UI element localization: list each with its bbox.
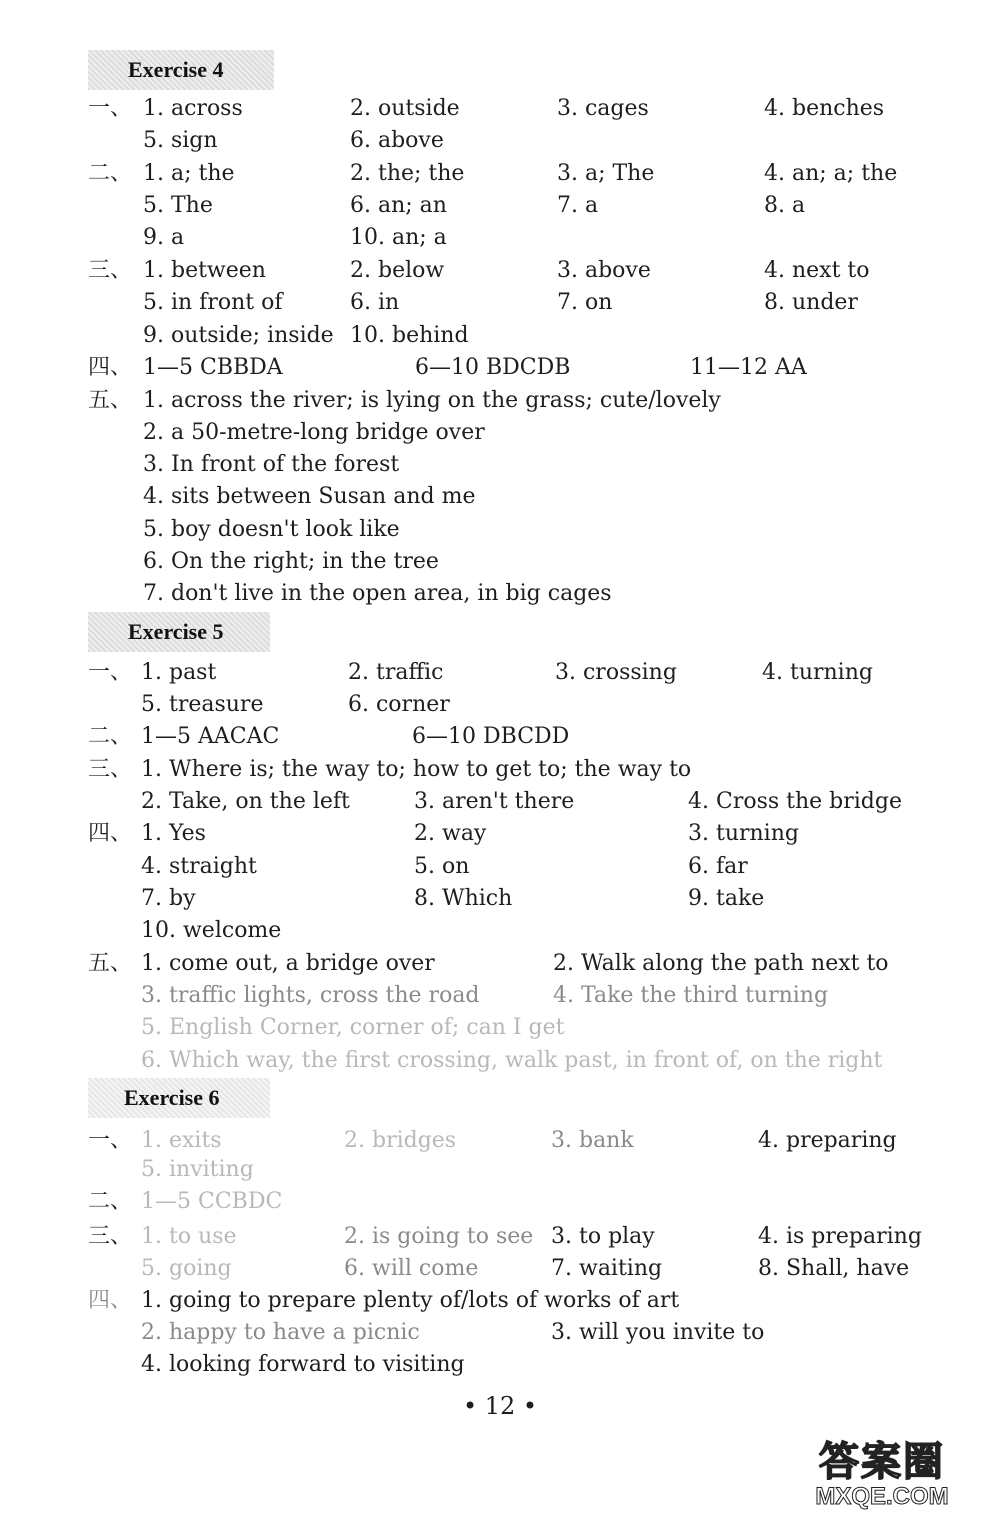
ex6-s2-label: 二、 [88, 1189, 133, 1214]
answer: 3. turning [688, 821, 799, 846]
answer: 7. by [141, 886, 196, 911]
answer: 11—12 AA [690, 355, 807, 380]
answer: 3. In front of the forest [143, 452, 400, 477]
ex4-s3-row2 [0, 287, 1000, 319]
answer: 4. next to [764, 258, 870, 283]
answer: 4. Cross the bridge [688, 789, 902, 814]
answer: 1. across [143, 96, 243, 121]
ex5-s5-row4 [0, 1045, 1000, 1077]
ex6-s3-row2 [0, 1253, 1000, 1285]
answer: 8. Shall, have [758, 1256, 910, 1281]
answer: 4. sits between Susan and me [143, 484, 476, 509]
ex4-s1-row1 [0, 93, 1000, 125]
watermark-en: MXQE.COM [815, 1483, 949, 1510]
ex5-s4-row1 [0, 818, 1000, 850]
ex4-s1-row2 [0, 125, 1000, 157]
ex4-s2-row1 [0, 158, 1000, 190]
ex4-s2-row3 [0, 222, 1000, 254]
answer: 5. inviting [141, 1157, 254, 1182]
answer: 7. on [557, 290, 613, 315]
ex4-s3-label: 三、 [88, 258, 133, 283]
answer: 9. a [143, 225, 185, 250]
answer: 8. a [764, 193, 806, 218]
answer: 4. benches [764, 96, 885, 121]
answer: 3. above [557, 258, 651, 283]
answer: 4. looking forward to visiting [141, 1352, 465, 1377]
answer: 2. bridges [344, 1128, 457, 1153]
answer: 2. Take, on the left [141, 789, 350, 814]
ex6-s1-label: 一、 [88, 1128, 133, 1153]
answer: 6. an; an [350, 193, 447, 218]
answer: 5. English Corner, corner of; can I get [141, 1015, 565, 1040]
ex5-s3-row2 [0, 786, 1000, 818]
answer: 2. happy to have a picnic [141, 1320, 420, 1345]
answer: 10. welcome [141, 918, 282, 943]
ex4-s5-label: 五、 [88, 388, 133, 413]
ex4-s5-row7 [0, 578, 1000, 610]
answer: 5. in front of [143, 290, 283, 315]
answer: 1. between [143, 258, 266, 283]
answer: 3. crossing [555, 660, 677, 685]
answer: 9. outside; inside [143, 323, 334, 348]
ex5-s2-label: 二、 [88, 724, 133, 749]
ex5-s4-row4 [0, 915, 1000, 947]
answer: 4. Take the third turning [553, 983, 829, 1008]
answer: 1. Yes [141, 821, 206, 846]
ex6-s4-row1 [0, 1285, 1000, 1317]
exercise-4-header: Exercise 4 [88, 50, 274, 90]
ex6-s3-row1 [0, 1221, 1000, 1253]
answer: 1. to use [141, 1224, 237, 1249]
answer: 6. will come [344, 1256, 479, 1281]
answer: 4. straight [141, 854, 257, 879]
ex4-s4-label: 四、 [88, 355, 133, 380]
ex5-s3-row1 [0, 754, 1000, 786]
answer: 6—10 BDCDB [415, 355, 571, 380]
answer: 5. boy doesn't look like [143, 517, 400, 542]
ex4-s3-row1 [0, 255, 1000, 287]
ex4-s2-label: 二、 [88, 161, 133, 186]
answer: 1—5 CCBDC [141, 1189, 283, 1214]
answer: 2. traffic [348, 660, 444, 685]
ex5-s5-label: 五、 [88, 951, 133, 976]
ex5-s4-label: 四、 [88, 821, 133, 846]
ex5-s5-row2 [0, 980, 1000, 1012]
ex4-s5-row6 [0, 546, 1000, 578]
ex4-s4-row [0, 352, 1000, 384]
answer: 4. is preparing [758, 1224, 922, 1249]
answer: 6. Which way, the first crossing, walk past, in front of, on the right [141, 1048, 883, 1073]
answer: 2. is going to see [344, 1224, 534, 1249]
ex5-s4-row2 [0, 851, 1000, 883]
ex5-s1-row1 [0, 657, 1000, 689]
ex5-s4-row3 [0, 883, 1000, 915]
answer: 1. come out, a bridge over [141, 951, 435, 976]
answer: 6. in [350, 290, 400, 315]
answer: 1. a; the [143, 161, 235, 186]
answer: 3. to play [551, 1224, 655, 1249]
ex6-s2-row [0, 1186, 1000, 1218]
answer: 5. The [143, 193, 213, 218]
answer: 6. On the right; in the tree [143, 549, 439, 574]
answer: 4. an; a; the [764, 161, 898, 186]
ex4-s3-row3 [0, 320, 1000, 352]
ex6-s4-row3 [0, 1349, 1000, 1381]
answer: 7. don't live in the open area, in big cages [143, 581, 612, 606]
ex4-s1-label: 一、 [88, 96, 133, 121]
ex5-s5-row1 [0, 948, 1000, 980]
exercise-6-header: Exercise 6 [88, 1078, 270, 1118]
page-number: • 12 • [462, 1392, 538, 1420]
answer: 6. above [350, 128, 444, 153]
ex6-s1-row1 [0, 1125, 1000, 1157]
exercise-5-header: Exercise 5 [88, 612, 270, 652]
answer: 3. aren't there [414, 789, 575, 814]
answer: 4. preparing [758, 1128, 897, 1153]
answer: 1. exits [141, 1128, 222, 1153]
ex4-s5-row5 [0, 514, 1000, 546]
answer: 3. a; The [557, 161, 655, 186]
answer: 3. bank [551, 1128, 634, 1153]
answer: 2. Walk along the path next to [553, 951, 889, 976]
answer: 3. cages [557, 96, 649, 121]
ex6-s4-row2 [0, 1317, 1000, 1349]
ex6-s4-label: 四、 [88, 1288, 133, 1313]
answer: 9. take [688, 886, 765, 911]
answer: 1—5 AACAC [141, 724, 280, 749]
answer: 1. across the river; is lying on the grass; cute/lovely [143, 388, 721, 413]
ex4-s5-row3 [0, 449, 1000, 481]
answer: 7. a [557, 193, 599, 218]
ex6-s1-row2 [0, 1154, 1000, 1186]
answer: 1. Where is; the way to; how to get to; the way to [141, 757, 692, 782]
answer: 2. below [350, 258, 445, 283]
answer: 1. going to prepare plenty of/lots of works of art [141, 1288, 680, 1313]
answer: 2. way [414, 821, 487, 846]
answer: 10. behind [350, 323, 469, 348]
answer: 2. outside [350, 96, 460, 121]
answer: 8. under [764, 290, 858, 315]
watermark-logo [782, 1430, 982, 1510]
answer: 7. waiting [551, 1256, 663, 1281]
answer: 5. going [141, 1256, 232, 1281]
answer: 6—10 DBCDD [412, 724, 570, 749]
answer: 6. far [688, 854, 748, 879]
ex5-s1-label: 一、 [88, 660, 133, 685]
ex5-s2-row [0, 721, 1000, 753]
ex5-s3-label: 三、 [88, 757, 133, 782]
answer: 1. past [141, 660, 217, 685]
answer: 2. a 50-metre-long bridge over [143, 420, 485, 445]
ex4-s2-row2 [0, 190, 1000, 222]
watermark-cn: 答案圈 [819, 1440, 945, 1484]
answer: 5. sign [143, 128, 218, 153]
answer: 10. an; a [350, 225, 447, 250]
ex5-s5-row3 [0, 1012, 1000, 1044]
answer: 4. turning [762, 660, 873, 685]
ex6-s3-label: 三、 [88, 1224, 133, 1249]
ex4-s5-row1 [0, 385, 1000, 417]
answer: 8. Which [414, 886, 513, 911]
ex4-s5-row2 [0, 417, 1000, 449]
ex5-s1-row2 [0, 689, 1000, 721]
answer: 5. on [414, 854, 470, 879]
ex4-s5-row4 [0, 481, 1000, 513]
answer: 2. the; the [350, 161, 465, 186]
answer: 5. treasure [141, 692, 264, 717]
answer: 6. corner [348, 692, 450, 717]
answer: 3. will you invite to [551, 1320, 765, 1345]
answer: 1—5 CBBDA [143, 355, 283, 380]
answer: 3. traffic lights, cross the road [141, 983, 480, 1008]
